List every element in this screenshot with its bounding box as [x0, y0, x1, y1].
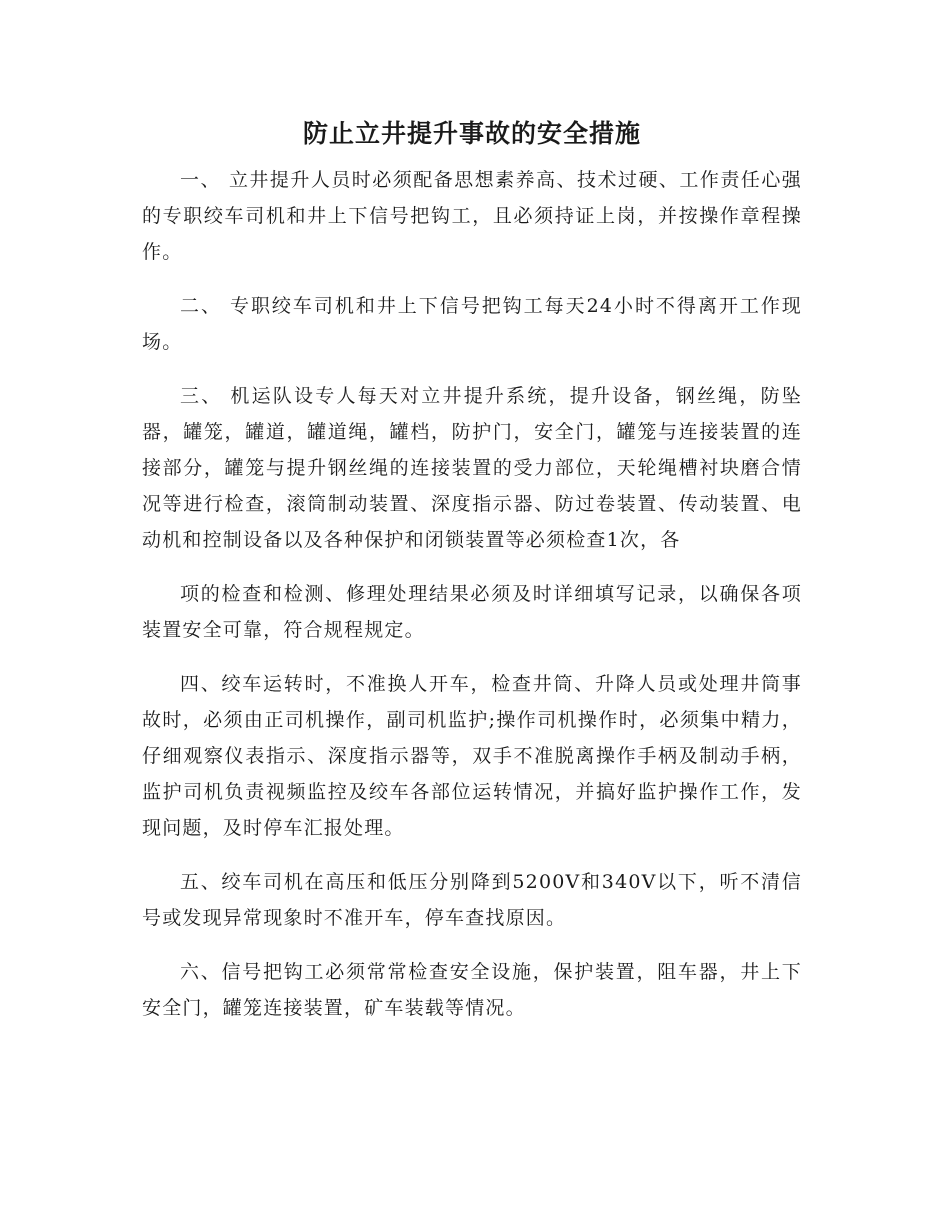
paragraph-4: [142, 666, 802, 846]
paragraph-5: [142, 864, 802, 936]
paragraph-number: 三、: [180, 385, 223, 407]
paragraph-6: [142, 954, 802, 1026]
paragraph-text: 项的检查和检测、修理处理结果必须及时详细填写记录，以确保各项装置安全可靠，符合规程规定。: [142, 583, 802, 641]
paragraph-text: 四、绞车运转时，不准换人开车，检查井筒、升降人员或处理井筒事故时，必须由正司机操作，副司机监护;操作司机操作时，必须集中精力，仔细观察仪表指示、深度指示器等，双手不准脱离操作手柄及制动手柄，监护司机负责视频监控及绞车各部位运转情况，并搞好监护操作工作，发现问题，及时停车汇报处理。: [142, 673, 802, 839]
paragraph-text: 六、信号把钩工必须常常检查安全设施，保护装置，阻车器，井上下安全门，罐笼连接装置，矿车装载等情况。: [142, 961, 802, 1019]
paragraph-2: [142, 288, 802, 360]
paragraph-3-continued: [142, 576, 802, 648]
paragraph-text: 立井提升人员时必须配备思想素养高、技术过硬、工作责任心强的专职绞车司机和井上下信号把钩工，且必须持证上岗，并按操作章程操作。: [142, 169, 802, 263]
paragraph-number: 二、: [180, 295, 222, 317]
paragraph-text: 机运队设专人每天对立井提升系统，提升设备，钢丝绳，防坠器，罐笼，罐道，罐道绳，罐档，防护门，安全门，罐笼与连接装置的连接部分，罐笼与提升钢丝绳的连接装置的受力部位，天轮绳槽衬块磨合情况等进行检查，滚筒制动装置、深度指示器、防过卷装置、传动装置、电动机和控制设备以及各种保护和闭锁装置等必须检查1次，各: [142, 385, 802, 551]
document-title: 防止立井提升事故的安全措施: [302, 119, 641, 148]
paragraph-3: [142, 378, 802, 558]
paragraph-text: 专职绞车司机和井上下信号把钩工每天24小时不得离开工作现场。: [142, 295, 803, 353]
paragraph-text: 五、绞车司机在高压和低压分别降到5200V和340V以下，听不清信号或发现异常现象时不准开车，停车查找原因。: [142, 871, 802, 929]
paragraph-1: [142, 162, 802, 270]
paragraph-number: 一、: [180, 169, 221, 191]
